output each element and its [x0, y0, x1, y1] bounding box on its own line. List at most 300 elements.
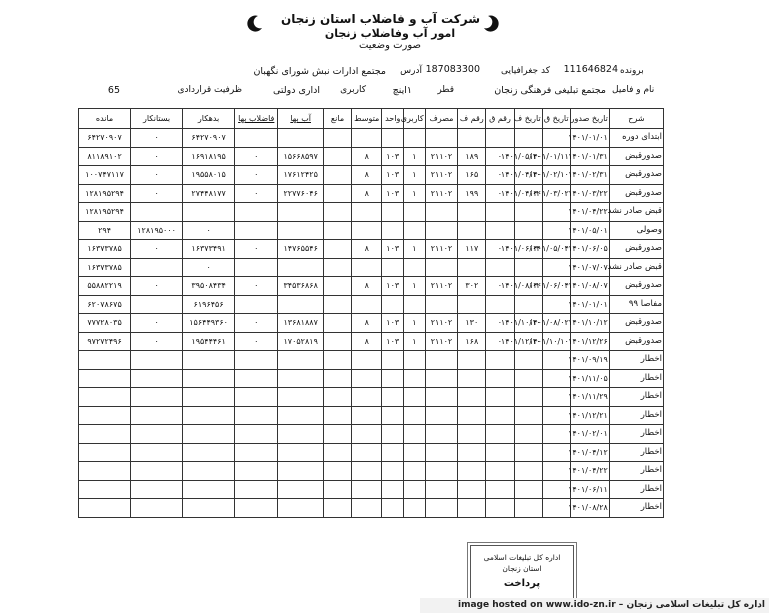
table-cell: ۲۱۱۰۲: [425, 277, 458, 296]
row-description: اخطار: [609, 369, 663, 388]
table-row: [79, 480, 664, 499]
table-cell: [404, 221, 426, 240]
table-cell: [352, 480, 382, 499]
table-cell: [425, 480, 458, 499]
table-cell: [425, 499, 458, 518]
row-description: ابتدای دوره: [609, 129, 663, 148]
row-description: اخطار: [609, 425, 663, 444]
table-row: [79, 295, 664, 314]
table-cell: [404, 351, 426, 370]
table-cell: [131, 443, 183, 462]
table-cell: [486, 129, 514, 148]
table-cell: ۱۴۰۱/۰۸/۰۲: [514, 277, 542, 296]
table-cell: [131, 295, 183, 314]
table-cell: [183, 443, 235, 462]
table-cell: [404, 258, 426, 277]
table-cell: [382, 221, 404, 240]
table-cell: [278, 369, 324, 388]
address: مجتمع ادارات نبش شورای نگهبان: [253, 66, 386, 77]
table-cell: [514, 388, 542, 407]
table-cell: [486, 369, 514, 388]
table-row: [79, 203, 664, 222]
table-cell: ۱: [404, 147, 426, 166]
table-cell: [542, 406, 570, 425]
table-cell: [278, 425, 324, 444]
crescent-logo-left-icon: [244, 14, 264, 34]
address-label: آدرس: [400, 66, 422, 76]
table-cell: [352, 258, 382, 277]
ledger-table: [78, 108, 664, 518]
table-cell: [514, 295, 542, 314]
column-header: متوسط: [352, 109, 382, 129]
table-row: [79, 258, 664, 277]
table-row: [79, 351, 664, 370]
table-cell: [486, 258, 514, 277]
row-description: اخطار: [609, 351, 663, 370]
table-cell: [458, 499, 486, 518]
table-cell: ۱۶۳۷۳۷۸۵: [79, 258, 131, 277]
table-cell: ۱: [404, 332, 426, 351]
table-cell: [425, 203, 458, 222]
table-cell: [183, 351, 235, 370]
table-cell: [323, 406, 351, 425]
table-cell: [278, 258, 324, 277]
table-row: [79, 277, 664, 296]
ledger-body: [79, 129, 664, 518]
table-cell: [131, 203, 183, 222]
table-cell: ۱۴۰۱/۰۲/۱۰: [542, 166, 570, 185]
table-cell: ۰: [131, 332, 183, 351]
table-cell: ۰: [235, 240, 278, 259]
table-cell: ۱۶۳۷۳۴۹۱: [183, 240, 235, 259]
table-cell: ۰: [131, 277, 183, 296]
column-header: واحد: [382, 109, 404, 129]
table-cell: [79, 462, 131, 481]
table-cell: [323, 332, 351, 351]
table-cell: ۱: [404, 240, 426, 259]
table-cell: ۱۸۹: [458, 147, 486, 166]
table-cell: [323, 388, 351, 407]
table-cell: [458, 425, 486, 444]
diameter-value: ۱اینچ: [392, 85, 412, 96]
column-header: کاربری: [404, 109, 426, 129]
table-cell: ۱۴۰۱/۰۲/۳۱: [570, 166, 609, 185]
table-cell: ۱۲۸۱۹۵۲۹۴: [79, 203, 131, 222]
row-description: صدورقبض: [609, 166, 663, 185]
table-cell: ۰: [131, 240, 183, 259]
table-cell: [183, 499, 235, 518]
table-cell: [542, 203, 570, 222]
table-cell: ۱۴۰۱/۱۰/۱۰: [514, 314, 542, 333]
table-cell: ۰: [486, 332, 514, 351]
table-cell: [79, 499, 131, 518]
table-cell: [183, 406, 235, 425]
table-cell: [514, 406, 542, 425]
table-cell: [542, 369, 570, 388]
table-cell: ۱۰۳: [382, 332, 404, 351]
row-description: قبض صادر نشد: [609, 258, 663, 277]
table-cell: ۰: [235, 277, 278, 296]
table-cell: [486, 406, 514, 425]
table-cell: ۱۵۶۶۸۵۹۷: [278, 147, 324, 166]
column-header: تاریخ ق: [542, 109, 570, 129]
table-cell: [486, 351, 514, 370]
table-cell: [542, 295, 570, 314]
table-cell: [542, 480, 570, 499]
usage-label: کاربری: [340, 85, 366, 95]
table-cell: [425, 369, 458, 388]
table-row: [79, 166, 664, 185]
table-cell: [352, 203, 382, 222]
table-cell: [425, 406, 458, 425]
table-cell: [131, 425, 183, 444]
table-cell: ۸۱۱۸۹۱۰۲: [79, 147, 131, 166]
table-cell: [352, 406, 382, 425]
table-cell: [183, 203, 235, 222]
table-cell: [323, 443, 351, 462]
table-cell: [486, 462, 514, 481]
document-title: صورت وضعیت: [358, 40, 422, 51]
table-cell: [425, 221, 458, 240]
table-cell: [131, 406, 183, 425]
table-cell: [404, 462, 426, 481]
table-cell: ۱: [404, 166, 426, 185]
table-cell: ۱۶۸: [458, 332, 486, 351]
table-cell: [79, 443, 131, 462]
table-cell: [79, 369, 131, 388]
table-row: [79, 443, 664, 462]
table-cell: [425, 462, 458, 481]
table-cell: ۲۱۱۰۲: [425, 240, 458, 259]
column-header: مصرف: [425, 109, 458, 129]
table-cell: ۱: [404, 277, 426, 296]
table-cell: [323, 258, 351, 277]
table-cell: ۱۹۹: [458, 184, 486, 203]
table-cell: [425, 388, 458, 407]
table-cell: ۶۱۹۶۴۵۶: [183, 295, 235, 314]
table-cell: ۰: [486, 277, 514, 296]
table-cell: [382, 351, 404, 370]
column-header: مانده: [79, 109, 131, 129]
row-description: صدورقبض: [609, 240, 663, 259]
table-cell: [458, 295, 486, 314]
table-cell: [323, 351, 351, 370]
table-cell: [458, 203, 486, 222]
table-cell: ۲۱۱۰۲: [425, 166, 458, 185]
table-cell: ۱۹۵۴۴۴۶۱: [183, 332, 235, 351]
table-cell: [404, 406, 426, 425]
hosting-watermark: image hosted on www.ido-zn.ir – اداره کل تبلیغات اسلامی زنجان: [420, 598, 769, 613]
table-cell: ۱۲۸۱۹۵۰۰۰: [131, 221, 183, 240]
table-cell: [278, 295, 324, 314]
column-header: بستانکار: [131, 109, 183, 129]
table-cell: ۰: [486, 240, 514, 259]
table-cell: [486, 425, 514, 444]
table-cell: [131, 480, 183, 499]
table-cell: [235, 406, 278, 425]
table-cell: ۰: [131, 129, 183, 148]
row-description: اخطار: [609, 443, 663, 462]
table-cell: [514, 499, 542, 518]
table-cell: [278, 129, 324, 148]
row-description: اخطار: [609, 499, 663, 518]
table-cell: [131, 258, 183, 277]
table-cell: ۰: [183, 258, 235, 277]
table-cell: ۱۴۰۱/۰۲/۰۱: [570, 425, 609, 444]
table-cell: ۸: [352, 240, 382, 259]
table-row: [79, 369, 664, 388]
table-cell: [382, 388, 404, 407]
table-cell: [278, 203, 324, 222]
table-cell: [425, 295, 458, 314]
table-cell: [458, 369, 486, 388]
table-cell: ۱۰۳: [382, 314, 404, 333]
table-cell: [514, 258, 542, 277]
table-cell: [235, 295, 278, 314]
table-row: [79, 314, 664, 333]
table-cell: ۷۷۷۲۸۰۳۵: [79, 314, 131, 333]
table-cell: ۰: [183, 221, 235, 240]
table-cell: [235, 129, 278, 148]
table-cell: ۱۶۵: [458, 166, 486, 185]
table-cell: [382, 406, 404, 425]
table-cell: [542, 351, 570, 370]
table-cell: ۱۰۰۷۴۷۱۱۷: [79, 166, 131, 185]
table-cell: ۳۹۵۰۸۴۳۴: [183, 277, 235, 296]
row-description: وصولی: [609, 221, 663, 240]
table-cell: [79, 425, 131, 444]
table-cell: ۱۰۳: [382, 277, 404, 296]
table-row: [79, 129, 664, 148]
table-cell: ۵۵۸۸۲۲۱۹: [79, 277, 131, 296]
table-cell: [382, 462, 404, 481]
table-row: [79, 221, 664, 240]
table-cell: ۱۴۰۱/۰۵/۰۴: [542, 240, 570, 259]
table-cell: ۲۱۱۰۲: [425, 314, 458, 333]
table-cell: [514, 480, 542, 499]
table-cell: ۱۴۰۱/۰۵/۰۱: [570, 221, 609, 240]
table-cell: ۰: [235, 314, 278, 333]
table-cell: [352, 221, 382, 240]
table-cell: ۱۴۷۶۵۵۴۶: [278, 240, 324, 259]
case-number: 111646824: [563, 64, 618, 75]
table-cell: ۱۲۸۱۹۵۲۹۴: [79, 184, 131, 203]
table-cell: [514, 351, 542, 370]
table-cell: ۰: [235, 332, 278, 351]
table-cell: [382, 295, 404, 314]
table-cell: [542, 388, 570, 407]
table-cell: [425, 129, 458, 148]
table-cell: [352, 129, 382, 148]
table-cell: [323, 425, 351, 444]
table-cell: [323, 480, 351, 499]
table-cell: ۱۷۰۵۲۸۱۹: [278, 332, 324, 351]
table-cell: [79, 351, 131, 370]
table-cell: ۱۴۰۱/۰۴/۱۲: [570, 443, 609, 462]
table-cell: [278, 499, 324, 518]
table-cell: ۱۴۰۱/۰۱/۱۱: [542, 147, 570, 166]
table-cell: ۱۴۰۱/۱۰/۱۲: [570, 314, 609, 333]
table-cell: ۰: [235, 184, 278, 203]
table-cell: [278, 351, 324, 370]
table-row: [79, 462, 664, 481]
table-cell: [514, 129, 542, 148]
table-cell: [425, 443, 458, 462]
column-header: شرح: [609, 109, 663, 129]
row-description: قبض صادر نشد: [609, 203, 663, 222]
table-cell: ۰: [235, 166, 278, 185]
table-cell: ۱۴۰۱/۰۶/۰۵: [570, 240, 609, 259]
table-cell: ۱۱۷: [458, 240, 486, 259]
table-cell: [542, 129, 570, 148]
table-cell: [79, 480, 131, 499]
table-cell: [323, 277, 351, 296]
row-description: اخطار: [609, 388, 663, 407]
table-cell: [542, 462, 570, 481]
table-cell: [323, 295, 351, 314]
row-description: صدورقبض: [609, 314, 663, 333]
table-cell: ۱۰۳: [382, 184, 404, 203]
column-header: مانع: [323, 109, 351, 129]
row-description: صدورقبض: [609, 277, 663, 296]
row-description: اخطار: [609, 406, 663, 425]
table-cell: [425, 258, 458, 277]
table-cell: ۱۴۰۱/۰۳/۲۲: [570, 184, 609, 203]
table-cell: [542, 425, 570, 444]
table-cell: ۰: [131, 314, 183, 333]
table-cell: [382, 425, 404, 444]
table-cell: [323, 221, 351, 240]
table-cell: [458, 443, 486, 462]
table-cell: [514, 369, 542, 388]
table-cell: ۲۱۱۰۲: [425, 184, 458, 203]
table-cell: [323, 184, 351, 203]
table-cell: [458, 258, 486, 277]
table-row: [79, 406, 664, 425]
table-cell: ۰: [235, 147, 278, 166]
table-cell: [278, 388, 324, 407]
table-cell: [486, 203, 514, 222]
table-cell: ۸: [352, 314, 382, 333]
table-cell: ۰: [486, 147, 514, 166]
table-cell: [352, 295, 382, 314]
table-row: [79, 388, 664, 407]
table-cell: ۱۴۰۱/۰۳/۰۲: [542, 184, 570, 203]
column-header: رقم ف: [458, 109, 486, 129]
table-row: [79, 332, 664, 351]
table-cell: [486, 388, 514, 407]
table-row: [79, 240, 664, 259]
table-cell: ۱۳۶۸۱۸۸۷: [278, 314, 324, 333]
table-cell: ۰: [131, 166, 183, 185]
table-cell: ۲۷۴۴۸۱۷۷: [183, 184, 235, 203]
table-cell: [183, 388, 235, 407]
table-row: [79, 499, 664, 518]
table-cell: [235, 351, 278, 370]
table-cell: ۰: [486, 184, 514, 203]
capacity-label: ظرفیت قراردادی: [177, 85, 242, 95]
table-cell: ۲۹۴: [79, 221, 131, 240]
row-description: صدورقبض: [609, 147, 663, 166]
table-cell: ۰: [131, 184, 183, 203]
table-cell: [486, 480, 514, 499]
table-cell: [235, 443, 278, 462]
table-cell: ۱۹۵۵۸۰۱۵: [183, 166, 235, 185]
table-cell: [425, 425, 458, 444]
table-cell: [131, 369, 183, 388]
table-cell: [514, 462, 542, 481]
table-cell: [352, 425, 382, 444]
table-cell: [183, 480, 235, 499]
table-cell: ۶۴۲۷۰۹۰۷: [183, 129, 235, 148]
geo-code-label: کد جغرافیایی: [500, 66, 550, 76]
table-cell: [131, 462, 183, 481]
table-cell: ۱۴۰۱/۰۴/۰۲: [514, 184, 542, 203]
table-cell: ۹۷۲۷۲۴۹۶: [79, 332, 131, 351]
table-cell: [514, 425, 542, 444]
table-cell: [458, 480, 486, 499]
table-row: [79, 425, 664, 444]
ledger-header-row: [79, 109, 664, 129]
usage-value: اداری دولتی: [272, 85, 320, 96]
row-description: صدورقبض: [609, 184, 663, 203]
column-header: فاضلاب بها: [235, 109, 278, 129]
column-header: تاریخ ف: [514, 109, 542, 129]
table-cell: ۱۴۰۱/۰۸/۰۲: [542, 314, 570, 333]
case-label: برونده: [620, 66, 644, 76]
table-cell: [352, 499, 382, 518]
name-label: نام و فامیل: [612, 85, 655, 95]
row-description: اخطار: [609, 462, 663, 481]
table-cell: [486, 499, 514, 518]
table-cell: ۲۱۱۰۲: [425, 147, 458, 166]
table-cell: ۱۴۰۱/۰۱/۰۱: [570, 295, 609, 314]
table-cell: [382, 203, 404, 222]
table-cell: [131, 499, 183, 518]
table-cell: ۱: [404, 314, 426, 333]
table-cell: [278, 221, 324, 240]
table-cell: [183, 462, 235, 481]
table-cell: [278, 480, 324, 499]
table-cell: ۸: [352, 277, 382, 296]
column-header: آب بها: [278, 109, 324, 129]
table-cell: [514, 443, 542, 462]
table-cell: ۱۴۰۱/۰۵/۱۰: [514, 147, 542, 166]
table-cell: ۱: [404, 184, 426, 203]
table-cell: ۱۰۳: [382, 166, 404, 185]
table-cell: [382, 443, 404, 462]
customer-name: مجتمع تبلیغی فرهنگی زنجان: [494, 85, 606, 96]
table-cell: [235, 499, 278, 518]
table-cell: ۶۲۰۷۸۶۷۵: [79, 295, 131, 314]
table-cell: [425, 351, 458, 370]
table-cell: [458, 388, 486, 407]
table-cell: ۰: [486, 166, 514, 185]
table-cell: [542, 499, 570, 518]
column-header: رقم ق: [486, 109, 514, 129]
table-cell: [404, 388, 426, 407]
table-cell: [404, 425, 426, 444]
table-cell: [352, 443, 382, 462]
row-description: اخطار: [609, 480, 663, 499]
table-cell: [458, 129, 486, 148]
table-cell: ۱۷۶۱۲۴۲۵: [278, 166, 324, 185]
table-cell: [323, 203, 351, 222]
table-cell: [323, 129, 351, 148]
table-cell: [323, 369, 351, 388]
table-cell: ۱۴۰۱/۱۲/۲۶: [570, 332, 609, 351]
table-cell: [458, 462, 486, 481]
